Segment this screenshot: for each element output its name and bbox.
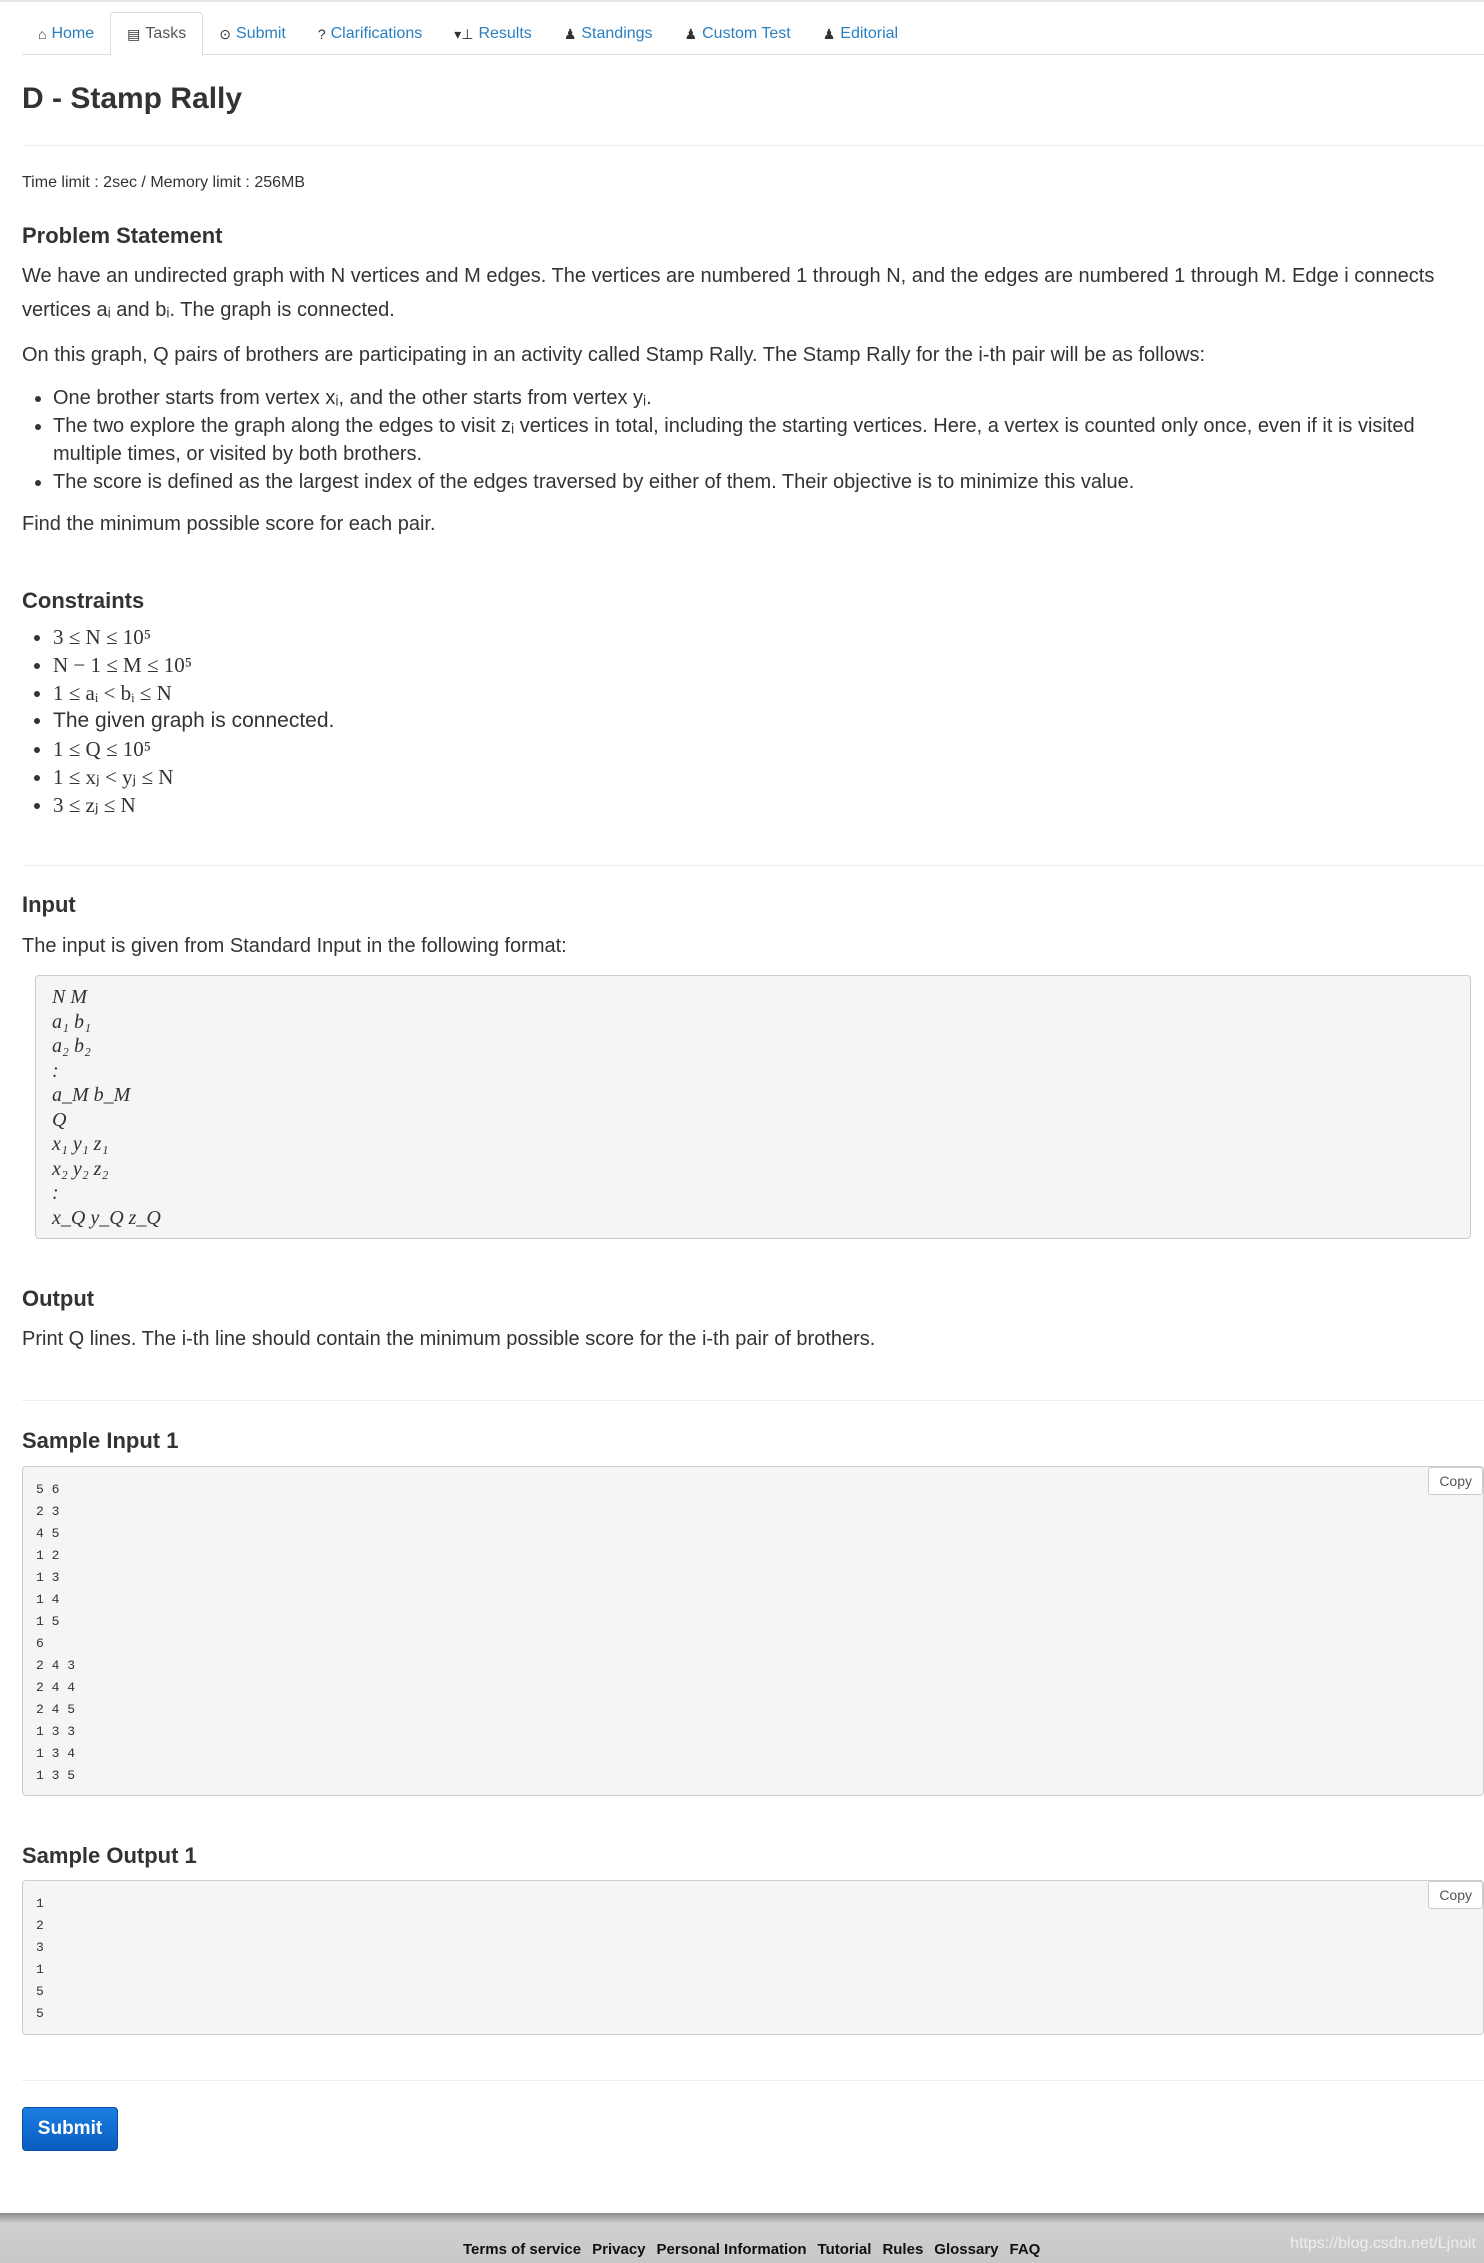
format-line: a₂ b₂ <box>52 1035 91 1057</box>
format-line: a₁ b₁ <box>52 1010 91 1033</box>
tab-label: Home <box>51 24 95 42</box>
tab-home[interactable] <box>22 12 110 55</box>
tab-submit[interactable] <box>203 12 302 55</box>
divider <box>22 2080 1484 2081</box>
list-item: • The score is defined as the largest index of the edges traversed by either of them. Their objective is to minimize this value. <box>53 468 1462 496</box>
tab-label: Results <box>478 24 532 42</box>
format-line: x₁ y₁ z₁ <box>52 1133 109 1155</box>
list-item: • N − 1 ≤ M ≤ 10⁵ <box>53 651 334 679</box>
format-line: a_M b_M <box>52 1084 131 1106</box>
sample-input-text: 5 6 2 3 4 5 1 2 1 3 1 4 1 5 6 2 4 3 2 4 4 2 4 5 1 3 3 1 3 4 1 3 5 <box>36 1482 76 1783</box>
format-line: x₂ y₂ z₂ <box>52 1157 109 1180</box>
list-item: • 1 ≤ xⱼ < yⱼ ≤ N <box>53 763 334 791</box>
list-item: • The two explore the graph along the edges to visit zᵢ vertices in total, including the starting vertices. Here, a vertex is counted only once, even if it is visited multiple times, or visited by both brothers. <box>53 412 1462 468</box>
constraints-heading: Constraints <box>22 588 145 613</box>
footer-link-personal-information[interactable]: Personal Information <box>656 2241 807 2258</box>
statement-heading: Problem Statement <box>22 223 223 248</box>
tab-label: Clarifications <box>330 24 423 42</box>
input-format-box <box>35 975 1471 1239</box>
sample-output-heading: Sample Output 1 <box>22 1843 197 1868</box>
home-icon: ⌂ <box>38 25 47 42</box>
list-item: • 1 ≤ aᵢ < bᵢ ≤ N <box>53 679 334 707</box>
list-item: • 3 ≤ N ≤ 10⁵ <box>53 623 334 651</box>
page-title: D - Stamp Rally <box>22 82 243 115</box>
statement-p3: Find the minimum possible score for each pair. <box>22 513 436 535</box>
tab-custom-test[interactable] <box>669 12 807 55</box>
user-icon: ♟ <box>822 25 836 42</box>
sample-output-box <box>22 1880 1484 2035</box>
watermark: https://blog.csdn.net/Ljnoit <box>1290 2235 1476 2252</box>
statement-bullets <box>22 384 1462 496</box>
format-line: N M <box>52 986 87 1008</box>
user-icon: ♟ <box>563 25 577 42</box>
sample-input-heading: Sample Input 1 <box>22 1428 179 1453</box>
tab-label: Submit <box>236 24 286 42</box>
footer-link-rules[interactable]: Rules <box>882 2241 924 2258</box>
footer-link-glossary[interactable]: Glossary <box>934 2241 999 2258</box>
output-text: Print Q lines. The i-th line should contain the minimum possible score for the i-th pair of brothers. <box>22 1328 876 1350</box>
format-line: : <box>52 1059 59 1082</box>
input-heading: Input <box>22 892 76 917</box>
tab-label: Editorial <box>840 24 899 42</box>
copy-button[interactable]: Copy <box>1428 1881 1483 1909</box>
list-item: • 1 ≤ Q ≤ 10⁵ <box>53 735 334 763</box>
statement-text <box>22 259 1472 372</box>
tab-label: Standings <box>581 24 653 42</box>
format-line: x_Q y_Q z_Q <box>52 1206 161 1229</box>
format-line: Q <box>52 1108 67 1131</box>
tab-label: Tasks <box>145 25 187 42</box>
nav-tabs <box>22 12 1484 55</box>
list-item: • One brother starts from vertex xᵢ, and the other starts from vertex yᵢ. <box>53 384 1462 412</box>
divider <box>22 1400 1484 1401</box>
divider <box>22 145 1484 146</box>
footer-link-privacy[interactable]: Privacy <box>592 2241 646 2258</box>
results-icon: ▾⊥ <box>454 25 474 42</box>
upload-icon: ⊙ <box>219 25 232 42</box>
limits: Time limit : 2sec / Memory limit : 256MB <box>22 174 306 191</box>
input-text: The input is given from Standard Input in the following format: <box>22 935 567 957</box>
tab-clarifications[interactable] <box>302 12 438 55</box>
list-icon: ▤ <box>127 26 141 42</box>
footer-link-terms[interactable]: Terms of service <box>463 2241 582 2258</box>
statement-p1: We have an undirected graph with N vertices and M edges. The vertices are numbered 1 through N, and the edges are numbered 1 through M. Edge i connects <box>22 265 1435 287</box>
copy-button[interactable]: Copy <box>1428 1467 1483 1495</box>
tab-results[interactable] <box>438 12 548 55</box>
tab-editorial[interactable] <box>807 12 914 55</box>
divider <box>22 865 1484 866</box>
statement-p2: On this graph, Q pairs of brothers are participating in an activity called Stamp Rally. The Stamp Rally for the i-th pair will be as follows: <box>22 344 1206 366</box>
footer <box>0 2213 1484 2263</box>
tab-tasks[interactable] <box>110 12 203 56</box>
list-item: • The given graph is connected. <box>53 707 334 735</box>
footer-link-faq[interactable]: FAQ <box>1009 2241 1041 2258</box>
output-heading: Output <box>22 1286 95 1311</box>
sample-input-box <box>22 1466 1484 1796</box>
user-icon: ♟ <box>684 25 698 42</box>
question-icon: ? <box>317 25 326 42</box>
top-border <box>0 0 1484 2</box>
constraints-list <box>22 623 334 819</box>
tab-label: Custom Test <box>702 24 791 42</box>
footer-link-tutorial[interactable]: Tutorial <box>817 2241 872 2258</box>
list-item: • 3 ≤ zⱼ ≤ N <box>53 791 334 819</box>
submit-button[interactable]: Submit <box>22 2107 118 2151</box>
sample-output-text: 1 2 3 1 5 5 <box>36 1896 44 2021</box>
tab-standings[interactable] <box>548 12 669 55</box>
statement-p1b: vertices aᵢ and bᵢ. The graph is connected. <box>22 299 395 321</box>
format-line: : <box>52 1182 59 1204</box>
